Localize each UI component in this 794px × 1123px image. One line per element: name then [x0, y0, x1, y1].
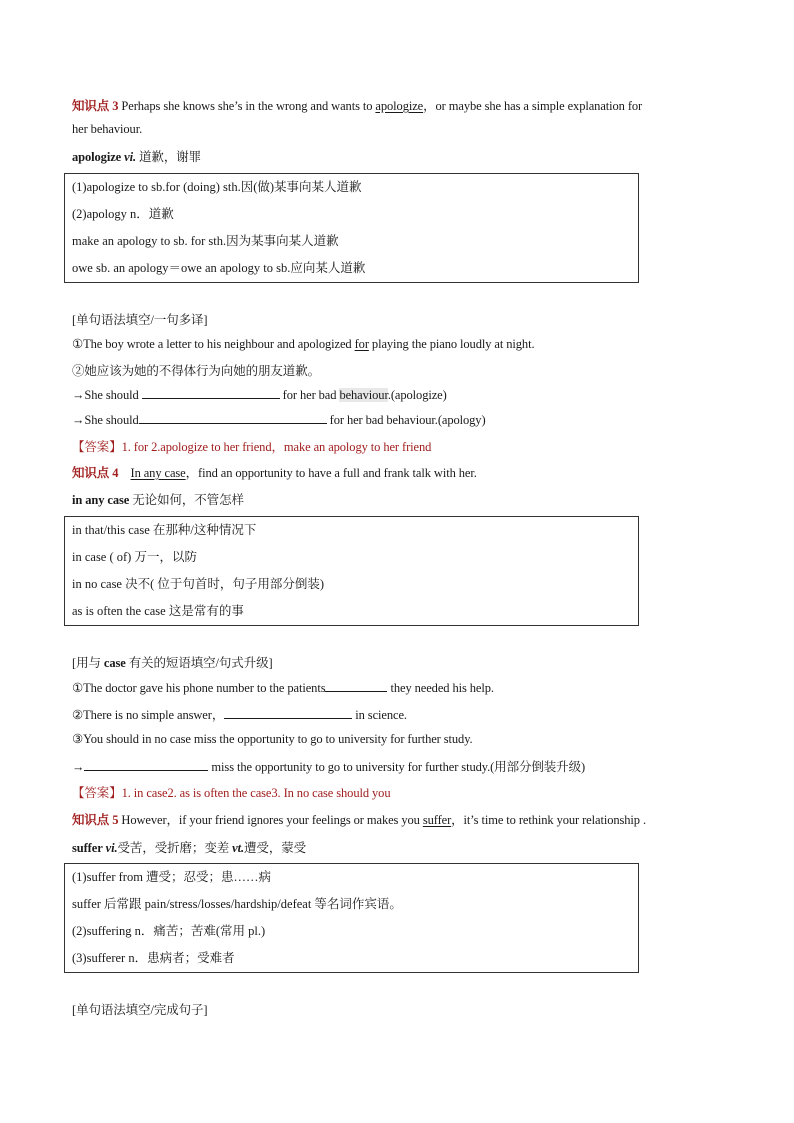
kp3-q1-word: for: [354, 337, 369, 351]
kp5-sentence: [72, 810, 646, 828]
kp5-box-row: (3)sufferer n．患病者；受难者: [72, 951, 235, 965]
answer-blank[interactable]: [84, 759, 208, 771]
kp5-headword: [72, 838, 306, 856]
kp4-exercise-title-word: case: [103, 656, 126, 670]
kp4-q4-b: miss the opportunity to go to university for further study.(用部分倒装升级): [208, 760, 586, 774]
kp4-sentence: [72, 463, 477, 481]
kp4-q1: [72, 680, 494, 696]
kp4-box: [64, 516, 639, 626]
kp3-q2a-b: for her bad: [279, 388, 340, 402]
kp3-q2b-b: for her bad behaviour.(apology): [326, 413, 486, 427]
kp4-box-row: in case ( of) 万一，以防: [72, 550, 197, 564]
kp4-box-row: as is often the case 这是常有的事: [72, 604, 244, 618]
kp4-sentence-word: In any case: [130, 466, 186, 480]
kp3-head-word: apologize: [72, 150, 122, 164]
kp3-label: 知识点 3: [72, 99, 119, 113]
kp4-headword: [72, 490, 244, 508]
kp3-box-row: (2)apology n．道歉: [72, 207, 174, 221]
kp4-head-meaning: 无论如何，不管怎样: [129, 493, 244, 507]
kp4-exercise-title-b: 有关的短语填空/句式升级]: [125, 656, 273, 670]
kp3-sentence-b: ，or maybe she has a simple explanation for: [423, 99, 643, 113]
kp3-box-row: owe sb. an apology＝owe an apology to sb.应向某人道歉: [72, 261, 366, 275]
kp4-q3: ③You should in no case miss the opportunity to go to university for further study.: [72, 732, 473, 746]
answer-blank[interactable]: [224, 707, 352, 719]
kp3-sentence-line1: [72, 96, 642, 114]
kp4-sentence-b: ，find an opportunity to have a full and frank talk with her.: [185, 466, 477, 480]
kp3-q2a-c: .(apologize): [387, 388, 447, 402]
kp5-exercise-title: [单句语法填空/完成句子]: [72, 1003, 208, 1017]
kp3-headword: [72, 147, 201, 165]
kp3-sentence-word: apologize: [375, 99, 424, 113]
kp4-label: 知识点 4: [72, 466, 119, 480]
kp4-box-row: in no case 决不( 位于句首时，句子用部分倒装): [72, 577, 325, 591]
kp4-q1-a: ①The doctor gave his phone number to the patients: [72, 681, 326, 695]
kp3-exercise-title: [单句语法填空/一句多译]: [72, 313, 208, 327]
kp4-q4-a: →: [72, 760, 85, 774]
kp5-sentence-word: suffer: [422, 813, 452, 827]
answer-blank[interactable]: [139, 412, 327, 424]
kp3-q2a-a: →She should: [72, 388, 142, 402]
kp4-q4: [72, 757, 585, 775]
kp4-q2-b: in science.: [352, 708, 407, 722]
answer-blank[interactable]: [142, 387, 280, 399]
kp4-answer: 【答案】1. in case2. as is often the case3. In no case should you: [72, 786, 391, 800]
kp5-box-row: (1)suffer from 遭受；忍受；患……病: [72, 870, 272, 884]
kp3-q2a-highlight: behaviour: [339, 388, 388, 402]
kp4-q2: [72, 705, 407, 723]
answer-blank[interactable]: [325, 680, 387, 692]
kp3-q2b-a: →She should: [72, 413, 139, 427]
kp5-box: [64, 863, 639, 973]
kp3-box-row: (1)apologize to sb.for (doing) sth.因(做)某事向某人道歉: [72, 180, 362, 194]
kp4-q2-a: ②There is no simple answer，: [72, 708, 225, 722]
kp5-box-row: suffer 后常跟 pain/stress/losses/hardship/defeat 等名词作宾语。: [72, 897, 402, 911]
kp5-sentence-a: However，if your friend ignores your feelings or makes you: [118, 813, 423, 827]
kp3-q1-b: playing the piano loudly at night.: [368, 337, 535, 351]
kp3-sentence-line2: her behaviour.: [72, 122, 143, 136]
kp3-box-row: make an apology to sb. for sth.因为某事向某人道歉: [72, 234, 339, 248]
kp5-label: 知识点 5: [72, 813, 119, 827]
kp4-head-word: in any case: [72, 493, 130, 507]
kp3-q2: ②她应该为她的不得体行为向她的朋友道歉。: [72, 364, 321, 378]
kp4-q1-b: they needed his help.: [387, 681, 494, 695]
kp3-answer: 【答案】1. for 2.apologize to her friend，make an apology to her friend: [72, 440, 432, 454]
kp4-box-row: in that/this case 在那种/这种情况下: [72, 523, 257, 537]
kp5-head-word: suffer: [72, 841, 103, 855]
kp5-box-row: (2)suffering n．痛苦；苦难(常用 pl.): [72, 924, 266, 938]
kp3-q2a: [72, 387, 447, 403]
kp3-q1-a: ①The boy wrote a letter to his neighbour and apologized: [72, 337, 355, 351]
kp5-head-pos: vi.: [105, 841, 118, 855]
kp3-head-pos: vi.: [124, 150, 136, 164]
kp5-head-pos2: vt.: [232, 841, 245, 855]
kp3-sentence-a: Perhaps she knows she’s in the wrong and wants to: [121, 99, 376, 113]
kp4-exercise-title: [72, 653, 273, 671]
kp3-head-meaning: 道歉，谢罪: [139, 150, 202, 164]
kp5-head-meaning-b: 遭受，蒙受: [244, 841, 307, 855]
kp3-q1: [72, 336, 534, 352]
kp5-head-meaning-a: 受苦，受折磨；变差: [117, 841, 233, 855]
kp4-exercise-title-a: [用与: [72, 656, 104, 670]
kp3-box: [64, 173, 639, 283]
kp5-sentence-b: ，it’s time to rethink your relationship .: [451, 813, 646, 827]
kp3-q2b: [72, 412, 486, 428]
